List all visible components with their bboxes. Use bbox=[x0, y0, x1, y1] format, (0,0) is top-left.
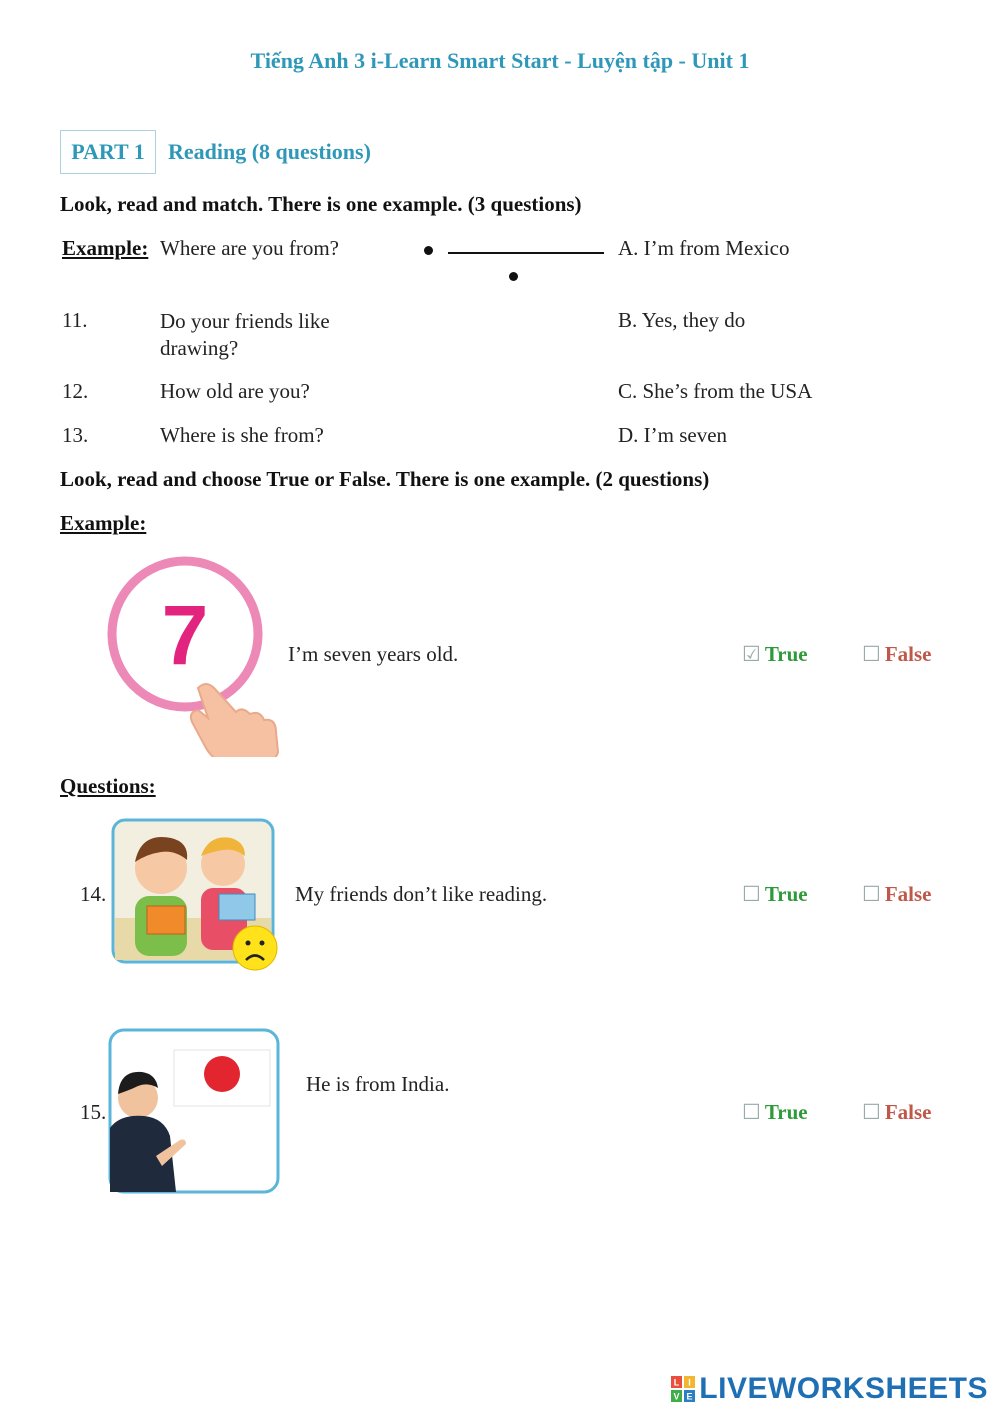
false-label: False bbox=[884, 642, 932, 666]
svg-text:E: E bbox=[686, 1391, 693, 1402]
match-answer-a: A. I’m from Mexico bbox=[618, 236, 790, 260]
tf-instruction: Look, read and choose True or False. There is one example. (2 questions) bbox=[60, 467, 710, 491]
svg-text:I: I bbox=[688, 1377, 692, 1388]
checkbox-checked-icon[interactable]: ☑ bbox=[742, 642, 761, 666]
tf-q14-true-option[interactable] bbox=[742, 882, 808, 907]
false-label: False bbox=[884, 1100, 932, 1124]
tf-q15-false-option[interactable] bbox=[862, 1100, 931, 1125]
checkbox-empty-icon[interactable]: ☐ bbox=[862, 642, 881, 666]
tf-example-statement: I’m seven years old. bbox=[288, 642, 459, 666]
liveworksheets-logo bbox=[671, 1372, 988, 1406]
liveworksheets-logo-icon bbox=[671, 1376, 695, 1402]
tf-example-true-option[interactable] bbox=[742, 642, 808, 667]
true-label: True bbox=[764, 882, 808, 906]
tf-question-statement: He is from India. bbox=[306, 1072, 450, 1096]
true-label: True bbox=[764, 1100, 808, 1124]
match-example-label: Example: bbox=[62, 236, 149, 260]
tf-q14-false-option[interactable] bbox=[862, 882, 931, 907]
tf-question-number: 14. bbox=[80, 882, 107, 906]
tf-q15-true-option[interactable] bbox=[742, 1100, 808, 1125]
match-example-dot-left[interactable] bbox=[424, 246, 433, 255]
false-label: False bbox=[884, 882, 932, 906]
match-instruction: Look, read and match. There is one example. (3 questions) bbox=[60, 192, 582, 216]
match-question-number: 11. bbox=[62, 308, 88, 332]
match-answer-b: B. Yes, they do bbox=[618, 308, 746, 332]
friends-reading-image bbox=[111, 818, 283, 981]
svg-text:V: V bbox=[673, 1391, 680, 1402]
match-question-number: 13. bbox=[62, 423, 89, 447]
tf-questions-label: Questions: bbox=[60, 774, 156, 798]
part-label: PART 1 bbox=[60, 130, 156, 174]
part-title: Reading (8 questions) bbox=[168, 139, 371, 164]
match-example-question: Where are you from? bbox=[160, 236, 339, 260]
liveworksheets-logo-text: LIVEWORKSHEETS bbox=[699, 1372, 988, 1405]
boy-japan-flag-image bbox=[108, 1028, 282, 1201]
worksheet-title: Tiếng Anh 3 i-Learn Smart Start - Luyện tập - Unit 1 bbox=[250, 48, 750, 73]
true-label: True bbox=[764, 642, 808, 666]
svg-text:L: L bbox=[674, 1377, 680, 1388]
checkbox-empty-icon[interactable]: ☐ bbox=[742, 1100, 761, 1124]
match-question-text: Do your friends like drawing? bbox=[160, 309, 330, 360]
tf-question-statement: My friends don’t like reading. bbox=[295, 882, 548, 906]
tf-question-number: 15. bbox=[80, 1100, 107, 1124]
match-example-dot-right[interactable] bbox=[509, 272, 518, 281]
number-seven-digit: 7 bbox=[161, 588, 209, 682]
tf-example-label: Example: bbox=[60, 511, 147, 535]
match-question-text: Where is she from? bbox=[160, 423, 324, 447]
match-answer-c: C. She’s from the USA bbox=[618, 379, 813, 403]
checkbox-empty-icon[interactable]: ☐ bbox=[862, 1100, 881, 1124]
match-question-text: How old are you? bbox=[160, 379, 310, 403]
number-seven-image bbox=[100, 552, 280, 762]
match-answer-d: D. I’m seven bbox=[618, 423, 728, 447]
checkbox-empty-icon[interactable]: ☐ bbox=[862, 882, 881, 906]
checkbox-empty-icon[interactable]: ☐ bbox=[742, 882, 761, 906]
match-question-number: 12. bbox=[62, 379, 89, 403]
tf-example-false-option[interactable] bbox=[862, 642, 931, 667]
match-example-connector bbox=[448, 252, 604, 254]
